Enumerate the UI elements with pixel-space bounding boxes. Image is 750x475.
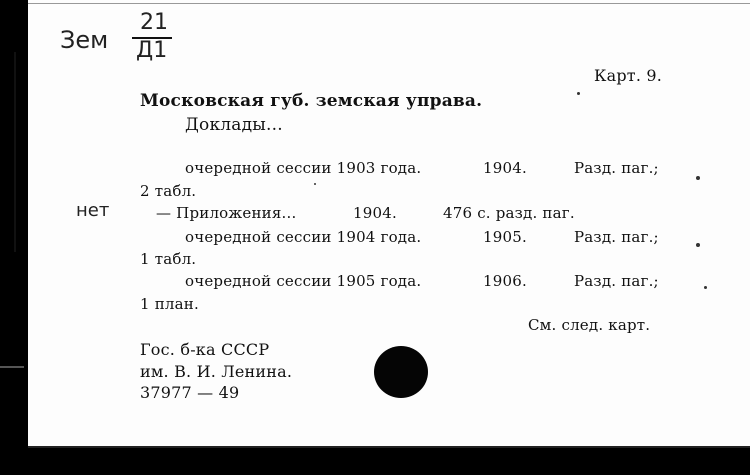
card-number: Карт. 9. xyxy=(594,66,663,85)
entry-1-pages: Разд. паг.; xyxy=(574,159,659,177)
handwritten-denominator: Д1 xyxy=(136,38,168,63)
entry-4-continuation: 1 план. xyxy=(140,295,199,313)
entry-4-pages: Разд. паг.; xyxy=(574,272,659,290)
stamp-line3: 37977 — 49 xyxy=(140,383,240,402)
handwritten-margin-note: нет xyxy=(76,200,110,221)
entry-3-year: 1905. xyxy=(483,228,527,246)
see-next-card: См. след. карт. xyxy=(528,316,651,334)
punch-hole xyxy=(374,346,428,398)
entry-2-text: — Приложения... xyxy=(156,204,297,222)
entry-4-text: очередной сессии 1905 года. xyxy=(185,272,422,290)
stamp-line2: им. В. И. Ленина. xyxy=(140,362,293,381)
entry-1-continuation: 2 табл. xyxy=(140,182,197,200)
speck xyxy=(696,243,700,247)
entry-4-year: 1906. xyxy=(483,272,527,290)
handwritten-prefix: Зем xyxy=(60,26,109,54)
speck xyxy=(314,183,316,185)
entry-3-text: очередной сессии 1904 года. xyxy=(185,228,422,246)
catalog-card xyxy=(28,0,750,448)
entry-1-text: очередной сессии 1903 года. xyxy=(185,159,422,177)
stamp-line1: Гос. б-ка СССР xyxy=(140,340,270,359)
card-top-edge xyxy=(28,3,750,4)
speck xyxy=(696,176,700,180)
entry-2-year: 1904. xyxy=(353,204,397,222)
handwritten-numerator: 21 xyxy=(140,10,168,35)
entry-3-pages: Разд. паг.; xyxy=(574,228,659,246)
entry-2-pages: 476 с. разд. паг. xyxy=(443,204,575,222)
heading-line2: Доклады... xyxy=(185,115,283,135)
left-margin-mark xyxy=(14,52,16,252)
left-margin-dash xyxy=(0,366,24,368)
heading-line1: Московская губ. земская управа. xyxy=(140,91,483,111)
speck xyxy=(704,286,707,289)
speck xyxy=(577,92,580,95)
entry-3-continuation: 1 табл. xyxy=(140,250,197,268)
entry-1-year: 1904. xyxy=(483,159,527,177)
